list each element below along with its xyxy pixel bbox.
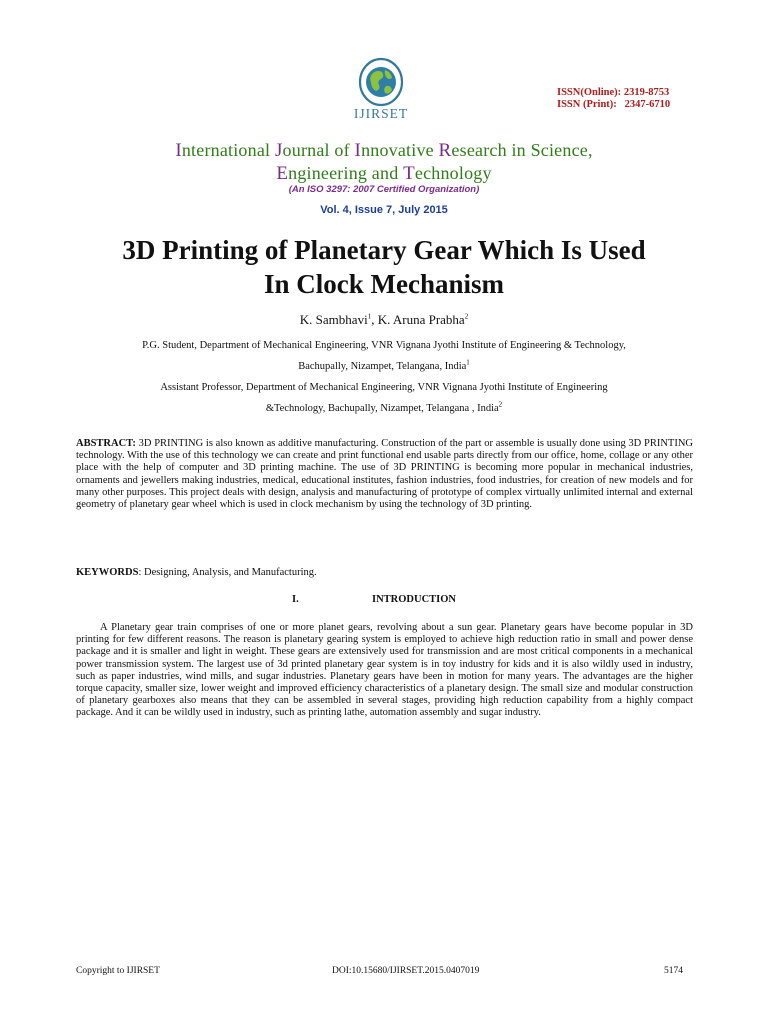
journal-word: nternational xyxy=(181,140,275,160)
paper-title-line2: In Clock Mechanism xyxy=(263,269,504,299)
journal-initial: J xyxy=(274,140,283,161)
issn-block xyxy=(557,87,670,111)
affiliation-2 xyxy=(60,377,708,419)
footer-copyright: Copyright to IJIRSET xyxy=(76,966,160,976)
section-number: I. xyxy=(292,594,299,605)
journal-word: ournal of xyxy=(282,140,355,160)
issn-print-label: ISSN (Print): xyxy=(557,99,617,110)
footer-page-number: 5174 xyxy=(664,966,683,976)
keywords-text: : Designing, Analysis, and Manufacturing. xyxy=(138,567,317,578)
issn-print-value: 2347-6710 xyxy=(624,99,671,110)
journal-initial: T xyxy=(403,163,415,184)
affiliation-1 xyxy=(60,335,708,377)
journal-initial: I xyxy=(175,140,182,161)
section-title: INTRODUCTION xyxy=(372,594,457,605)
volume-issue: Vol. 4, Issue 7, July 2015 xyxy=(320,204,448,216)
affiliation-text: Bachupally, Nizampet, Telangana, India xyxy=(298,361,467,372)
affiliation-mark: 1 xyxy=(466,358,470,367)
logo-text: IJIRSET xyxy=(353,106,409,121)
paper-title-line1: 3D Printing of Planetary Gear Which Is Used xyxy=(122,235,646,265)
issn-online-row xyxy=(557,87,670,99)
journal-initial: E xyxy=(276,163,289,184)
paper-title xyxy=(0,233,768,301)
certification-note: (An ISO 3297: 2007 Certified Organization) xyxy=(288,184,480,195)
author-list xyxy=(0,312,768,328)
keywords xyxy=(76,567,693,578)
abstract-text: 3D PRINTING is also known as additive manufacturing. Construction of the part or assemble is usually done using 3D PRINTING technology. With the use of this technology we can create and print functional end usable parts directly from our office, home, collage or any other place with the help of computer and 3D printing machine. The use of 3D PRINTING is becoming more popular in mechanical industries, ornaments and jewellers making industries, medical, educational institutes, fashion industries, food industries, for creation of new models and for many other purposes. This project deals with design, analysis and manufacturing of prototype of complex virtually unlimited internal and external geometry of planetary gear wheel which is used in clock mechanism by using the technology of 3D printing. xyxy=(76,438,693,511)
affiliation-line: P.G. Student, Department of Mechanical Engineering, VNR Vignana Jyothi Institute of Engineering & Technology, xyxy=(142,340,626,351)
globe-icon xyxy=(336,56,426,108)
journal-word: nnovative xyxy=(361,140,439,160)
footer-doi: DOI:10.15680/IJIRSET.2015.0407019 xyxy=(332,966,480,976)
issn-print-row xyxy=(557,99,670,111)
journal-title xyxy=(0,139,768,185)
ijirset-logo xyxy=(336,56,426,122)
issn-online-value: 2319-8753 xyxy=(623,87,670,98)
issn-online-label: ISSN(Online): xyxy=(557,87,622,98)
affiliation-mark: 2 xyxy=(498,400,503,409)
journal-initial: I xyxy=(354,140,362,161)
author-name: K. Aruna Prabha xyxy=(377,312,465,327)
affiliation-line xyxy=(60,356,708,377)
abstract-label: ABSTRACT: xyxy=(76,438,136,449)
journal-title-line1 xyxy=(0,139,768,162)
keywords-label: KEYWORDS xyxy=(76,567,139,578)
affiliation-text: &Technology, Bachupally, Nizampet, Telangana , India xyxy=(265,403,499,414)
affiliation-line xyxy=(60,398,708,419)
author-separator: , xyxy=(371,312,378,327)
journal-title-line2 xyxy=(0,162,768,185)
author-affiliation-mark: 1 xyxy=(367,312,372,321)
journal-initial: R xyxy=(438,140,452,161)
introduction-paragraph: A Planetary gear train comprises of one or more planet gears, revolving about a sun gear. Planetary gears have become popular in 3D printing for few different reasons. The reason is planetary gearing system is employed to achieve high reduction ratio in small and power dense package and it is smaller and light in weight. These gears are extensively used for transmission and are most critical components in a mechanical power transmission system. The largest use of 3d printed planetary gear system is in toy industry for kids and it is also wildly used in industry, such as paper industries, wind mills, and sugar industries. Planetary gears have been in motion for many years. The advantages are the higher torque capacity, smaller size, lower weight and improved efficiency characteristics of a planetary design. The small size and modular construction of planetary gearboxes also means that they can be assembled in several stages, providing high reduction capability from a highly compact package. And it can be wildly used in industry, such as printing lathe, automation assembly and sugar industry. xyxy=(76,622,693,719)
abstract xyxy=(76,438,693,511)
journal-word: echnology xyxy=(414,163,492,183)
affiliation-line: Assistant Professor, Department of Mechanical Engineering, VNR Vignana Jyothi Institute of Engineering xyxy=(160,382,608,393)
author-name: K. Sambhavi xyxy=(299,312,368,327)
author-affiliation-mark: 2 xyxy=(464,312,469,321)
journal-word: esearch in Science, xyxy=(451,140,593,160)
journal-word: ngineering and xyxy=(288,163,404,183)
